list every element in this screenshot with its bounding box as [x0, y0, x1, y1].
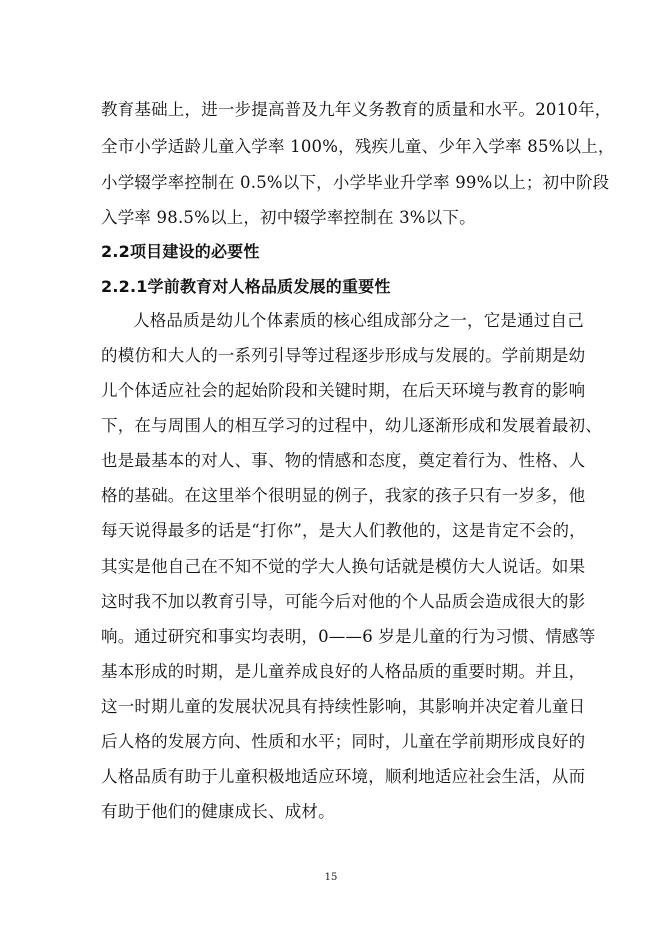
section-heading: 2.2项目建设的必要性	[101, 242, 260, 261]
paragraph-line: 全市小学适龄儿童入学率 100%，残疾儿童、少年入学率 85%以上，	[101, 137, 615, 156]
paragraph-line: 这时我不加以教育引导，可能今后对他的个人品质会造成很大的影	[101, 592, 586, 611]
paragraph-line: 儿个体适应社会的起始阶段和关键时期，在后天环境与教育的影响	[101, 381, 586, 400]
paragraph-line: 的模仿和大人的一系列引导等过程逐步形成与发展的。学前期是幼	[101, 346, 586, 365]
paragraph-line: 基本形成的时期，是儿童养成良好的人格品质的重要时期。并且，	[101, 662, 586, 681]
paragraph-line: 人格品质是幼儿个体素质的核心组成部分之一，它是通过自己	[133, 311, 584, 330]
paragraph-line: 这一时期儿童的发展状况具有持续性影响，其影响并决定着儿童日	[101, 697, 586, 716]
paragraph-line: 人格品质有助于儿童积极地适应环境，顺利地适应社会生活，从而	[101, 767, 586, 786]
paragraph-line: 教育基础上，进一步提高普及九年义务教育的质量和水平。2010年，	[101, 100, 612, 119]
paragraph-line: 也是最基本的对人、事、物的情感和态度，奠定着行为、性格、人	[101, 451, 586, 470]
page-number: 15	[324, 872, 338, 883]
paragraph-line: 下，在与周围人的相互学习的过程中，幼儿逐渐形成和发展着最初、	[101, 416, 602, 435]
paragraph-line: 其实是他自己在不知不觉的学大人换句话就是模仿大人说话。如果	[101, 557, 586, 576]
paragraph-line: 后人格的发展方向、性质和水平；同时，儿童在学前期形成良好的	[101, 732, 586, 751]
paragraph-line: 入学率 98.5%以上，初中辍学率控制在 3%以下。	[101, 208, 476, 227]
paragraph-line: 小学辍学率控制在 0.5%以下，小学毕业升学率 99%以上；初中阶段	[101, 173, 610, 192]
paragraph-line: 格的基础。在这里举个很明显的例子，我家的孩子只有一岁多，他	[101, 486, 586, 505]
paragraph-line: 响。通过研究和事实均表明，0——6 岁是儿童的行为习惯、情感等	[101, 627, 596, 646]
paragraph-line: 每天说得最多的话是“打你”，是大人们教他的，这是肯定不会的，	[101, 521, 586, 540]
subsection-heading: 2.2.1学前教育对人格品质发展的重要性	[101, 277, 391, 296]
paragraph-line: 有助于他们的健康成长、成材。	[101, 802, 335, 821]
